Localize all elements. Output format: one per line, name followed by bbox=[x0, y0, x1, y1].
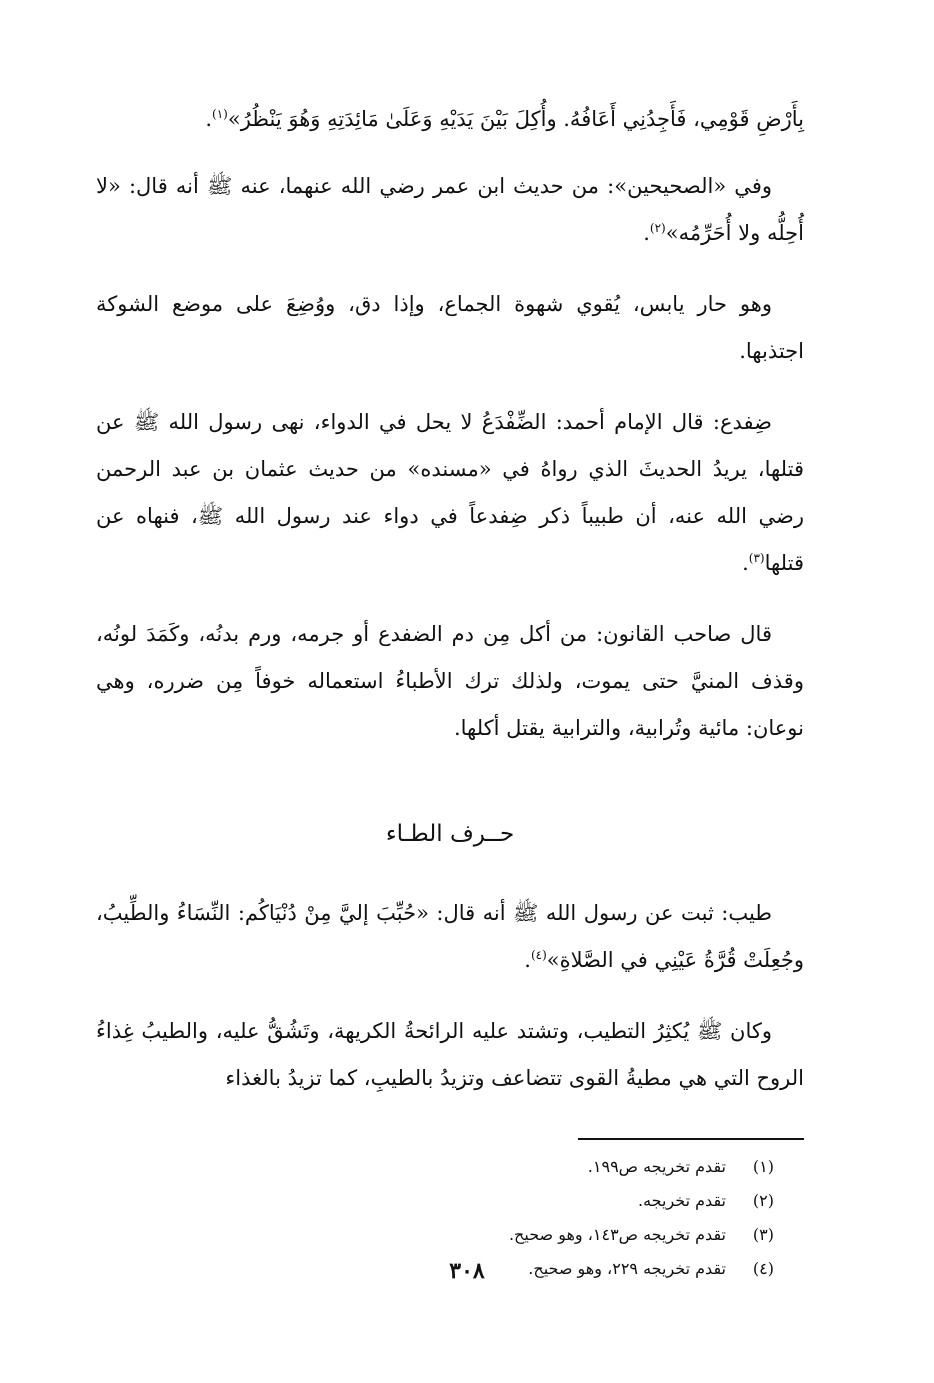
footnote-item bbox=[96, 1150, 774, 1184]
paragraph-continuation bbox=[96, 96, 804, 143]
paragraph-end: . bbox=[524, 948, 531, 972]
footnote-text: تقدم تخريجه ٢٢٩، وهو صحيح. bbox=[528, 1259, 726, 1278]
paragraph-perfume bbox=[96, 1008, 804, 1102]
footnote-divider bbox=[578, 1138, 804, 1140]
footnote-text: تقدم تخريجه ص١٩٩. bbox=[587, 1157, 726, 1176]
footnote-number: (٤) bbox=[752, 1259, 774, 1278]
paragraph-text: ضِفدع: قال الإمام أحمد: الضِّفْدَعُ لا يحل في الدواء، نهى رسول الله ﷺ عن قتلها، يريدُ الحديثَ الذي رواهُ في «مسنده» من حديث عثمان بن عبد الرحمن رضي الله عنه، أن طبيباً ذكر ضِفدعاً في دواء عند رسول الله ﷺ، فنهاه عن قتلها bbox=[96, 410, 804, 575]
footnote-number: (١) bbox=[752, 1157, 774, 1176]
paragraph-text: وكان ﷺ يُكثِرُ التطيب، وتشتد عليه الرائحةُ الكريهة، وتَشُقُّ عليه، والطيبُ غِذاءُ الروح التي هي مطيةُ القوى تتضاعف وتزيدُ بالطيبِ، كما تزيدُ بالغذاء bbox=[96, 1019, 804, 1090]
footnote-ref: (٣) bbox=[748, 551, 765, 565]
paragraph-text: وهو حار يابس، يُقوي شهوة الجماع، وإذا دق، ووُضِعَ على موضع الشوكة اجتذبها. bbox=[96, 292, 804, 363]
footnote-number: (٢) bbox=[752, 1191, 774, 1210]
section-heading: حــرف الطـاء bbox=[385, 821, 515, 847]
paragraph-text: قال صاحب القانون: من أكل مِن دم الضفدع أو جرمه، ورم بدنُه، وكَمَدَ لونُه، وقذف المنيَّ حتى يموت، ولذلك ترك الأطباءُ استعماله خوفاً مِن ضرره، وهي نوعان: مائية وتُرابية، والترابية يقتل أكلها. bbox=[96, 622, 804, 740]
paragraph-end: . bbox=[742, 551, 749, 575]
paragraph-text: بِأَرْضِ قَوْمِي، فَأَجِدُنِي أَعَافُهُ. وأُكِلَ بَيْنَ يَدَيْهِ وَعَلَىٰ مَائِدَتِهِ وَهُوَ يَنْظُرُ» bbox=[227, 107, 804, 131]
footnote-text: تقدم تخريجه. bbox=[638, 1191, 726, 1210]
paragraph-end: . bbox=[643, 221, 650, 245]
paragraph-text: طيب: ثبت عن رسول الله ﷺ أنه قال: «حُبِّبَ إليَّ مِنْ دُنْيَاكُم: النِّسَاءُ والطِّيبُ، وجُعِلَتْ قُرَّةُ عَيْنِي في الصَّلاةِ» bbox=[96, 901, 804, 972]
footnote-item bbox=[96, 1218, 774, 1252]
paragraph-frog bbox=[96, 399, 804, 587]
footnote-item bbox=[96, 1184, 774, 1218]
paragraph-tayyib bbox=[96, 890, 804, 984]
paragraph-text: وفي «الصحيحين»: من حديث ابن عمر رضي الله عنهما، عنه ﷺ أنه قال: «لا أُحِلُّه ولا أُحَرِّمُه» bbox=[96, 174, 804, 245]
page-number: ٣٠٨ bbox=[449, 1258, 485, 1284]
footnote-ref: (٤) bbox=[530, 948, 547, 962]
footnote-ref: (١) bbox=[212, 107, 228, 121]
footnote-number: (٣) bbox=[752, 1225, 774, 1244]
paragraph-qanun bbox=[96, 611, 804, 752]
paragraph-properties bbox=[96, 281, 804, 375]
paragraph-end: . bbox=[205, 107, 213, 131]
footnote-ref: (٢) bbox=[649, 221, 666, 235]
footnote-text: تقدم تخريجه ص١٤٣، وهو صحيح. bbox=[508, 1225, 726, 1244]
paragraph-sahihayn bbox=[96, 163, 804, 257]
